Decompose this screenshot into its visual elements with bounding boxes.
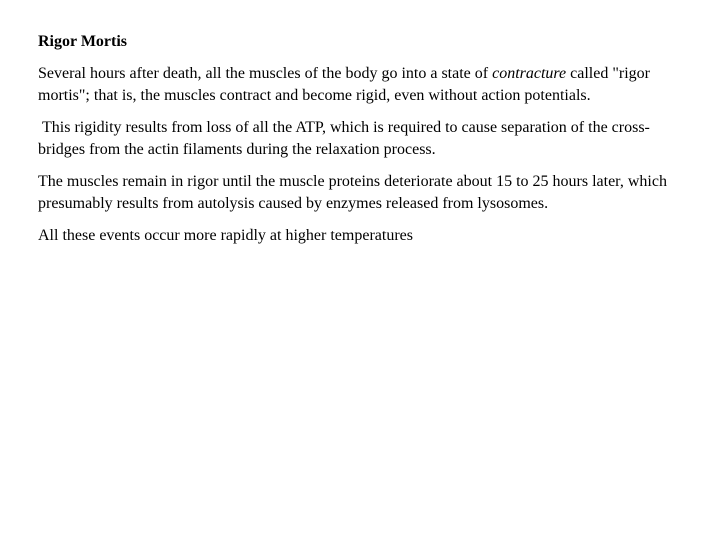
paragraph-contracture bbox=[38, 63, 678, 107]
contracture-emphasis: contracture bbox=[492, 65, 567, 82]
document-body bbox=[38, 31, 678, 257]
paragraph-rigor-duration: The muscles remain in rigor until the muscle proteins deteriorate about 15 to 25 hours later, which presumably results from autolysis caused by enzymes released from lysosomes. bbox=[38, 173, 667, 212]
paragraph-atp: This rigidity results from loss of all the ATP, which is required to cause separation of the cross-bridges from the actin filaments during the relaxation process. bbox=[38, 119, 650, 158]
paragraph-temperature: All these events occur more rapidly at higher temperatures bbox=[38, 227, 413, 244]
document-title: Rigor Mortis bbox=[38, 33, 128, 50]
paragraph-contracture-text-after: called "rigor mortis"; that is, the muscles contract and become rigid, even without action potentials. bbox=[38, 65, 650, 104]
paragraph-contracture-text-before: Several hours after death, all the muscles of the body go into a state of bbox=[38, 65, 493, 82]
